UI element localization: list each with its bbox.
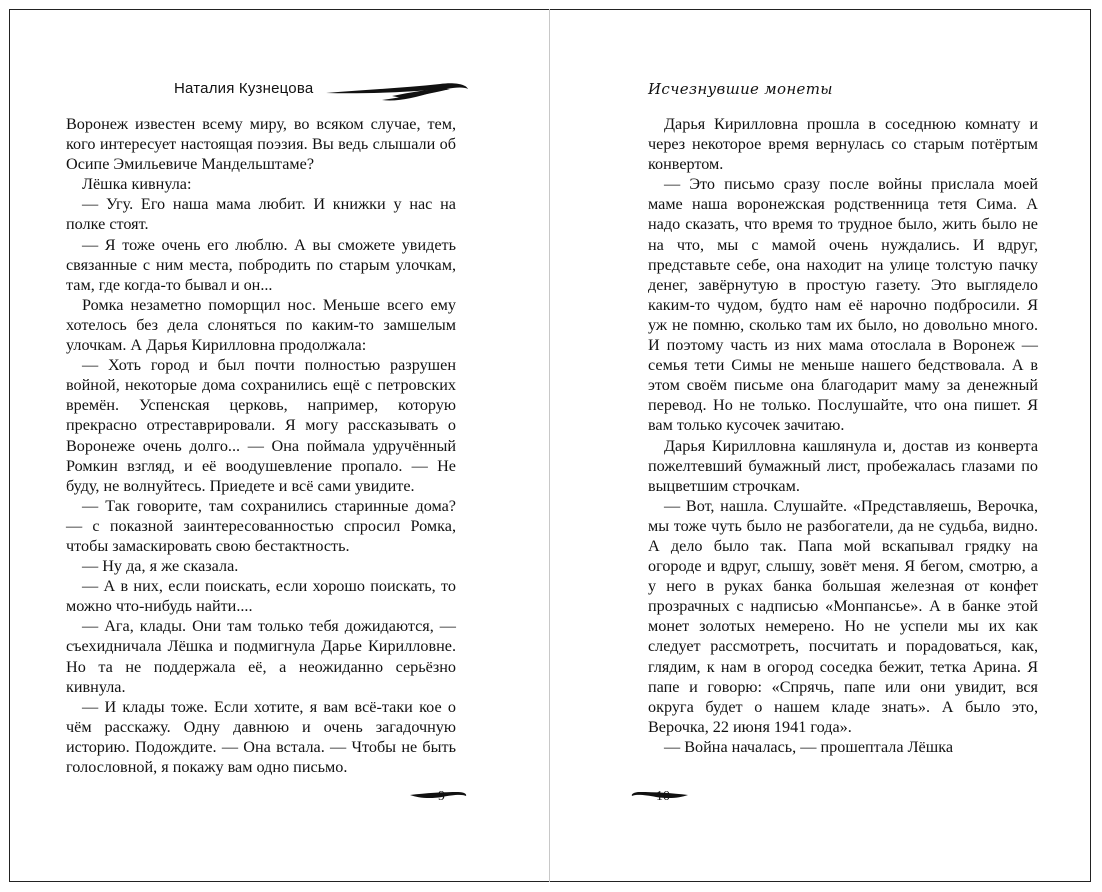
left-header-swoosh-ornament [322, 76, 472, 106]
paragraph: — Я тоже очень его люблю. А вы сможете увидеть связанные с ним места, побродить по старым улочкам, там, где когда-то бывал и он... [66, 235, 456, 294]
paragraph: — Вот, нашла. Слушайте. «Представляешь, Верочка, мы тоже чуть было не разбогатели, да не судьба, видно. А дело было так. Папа мой вскапывал грядку на огороде и вдруг, слышу, зовёт меня. Я бегом, смотрю, а у него в руках банка большая железная от конфет прозрачных с надписью «Монпансье». А в банке этой монет золотых немерено. Но не успели мы их как следует рассмотреть, посчитать и порадоваться, как, глядим, к нам в огород соседка бежит, тетка Арина. Я папе и говорю: «Спрячь, папе или они увидит, вся округа будет о нашем кладе знать». А было это, Верочка, 22 июня 1941 года». [648, 496, 1038, 736]
paragraph: — И клады тоже. Если хотите, я вам всё-таки кое о чём расскажу. Одну давнюю и очень загадочную историю. Подождите. — Она встала. — Чтобы не быть голословной, я покажу вам одно письмо. [66, 697, 456, 776]
paragraph: — Так говорите, там сохранились старинные дома? — с показной заинтересованностью спросил Ромка, чтобы замаскировать свою бестактность. [66, 496, 456, 555]
left-page-text [66, 114, 456, 777]
book-title: Исчезнувшие монеты [648, 80, 833, 98]
author-name: Наталия Кузнецова [174, 80, 314, 97]
right-page-text [648, 114, 1038, 757]
paragraph: — А в них, если поискать, если хорошо поискать, то можно что-нибудь найти.... [66, 577, 456, 616]
paragraph: Воронеж известен всему миру, во всяком случае, тем, кого интересует настоящая поэзия. Вы ведь слышали об Осипе Эмильевиче Мандельштаме? [66, 115, 456, 174]
paragraph: — Это письмо сразу после войны прислала моей маме наша воронежская родственница тетя Сима. А надо сказать, что время то трудное было, жить было не на что, мы с мамой очень нуждались. И вдруг, представьте себе, она находит на улице толстую пачку денег, завёрнутую в простую газету. Это выглядело каким-то чудом, будто нам её нарочно подбросили. Я уж не помню, сколько там их было, но довольно много. И поэтому часть из них мама отослала в Воронеж — семья тети Симы не меньше нашего бедствовала. А в этом своём письме она благодарит маму за денежный перевод. Но не только. Послушайте, что она пишет. Я вам только кусочек зачитаю. [648, 175, 1038, 435]
paragraph: — Война началась, — прошептала Лёшка [664, 737, 954, 756]
paragraph: Дарья Кирилловна кашлянула и, достав из конверта пожелтевший бумажный лист, пробежалась глазами по выцветшим строчкам. [648, 436, 1038, 495]
right-running-head [648, 80, 833, 104]
paragraph: Лёшка кивнула: [82, 175, 192, 194]
paragraph: Ромка незаметно поморщил нос. Меньше всего ему хотелось без дела слоняться по каким-то замшелым улочкам. А Дарья Кирилловна продолжала: [66, 295, 456, 355]
paragraph: — Ага, клады. Они там только тебя дожидаются, — съехидничала Лёшка и подмигнула Дарье Кирилловне. Но та не поддержала её, а неожиданно серьёзно кивнула. [66, 617, 456, 696]
paragraph: — Хоть город и был почти полностью разрушен войной, некоторые дома сохранились ещё с петровских времён. Успенская церковь, например, которую прекрасно отреставрировали. Я могу рассказывать о Воронеже очень долго... — Она поймала удручённый Ромкин взгляд, и её воодушевление пропало. — Не буду, не волнуйтесь. Приедете и всё сами увидите. [66, 356, 456, 495]
book-gutter [549, 9, 550, 882]
paragraph: — Угу. Его наша мама любит. И книжки у нас на полке стоят. [66, 195, 456, 234]
paragraph: — Ну да, я же сказала. [82, 557, 239, 576]
page-number-left: 9 [438, 789, 445, 804]
left-running-head [174, 80, 313, 104]
page-number-right: 10 [656, 789, 670, 804]
paragraph: Дарья Кирилловна прошла в соседнюю комнату и через некоторое время вернулась со старым потёртым конвертом. [648, 115, 1038, 174]
